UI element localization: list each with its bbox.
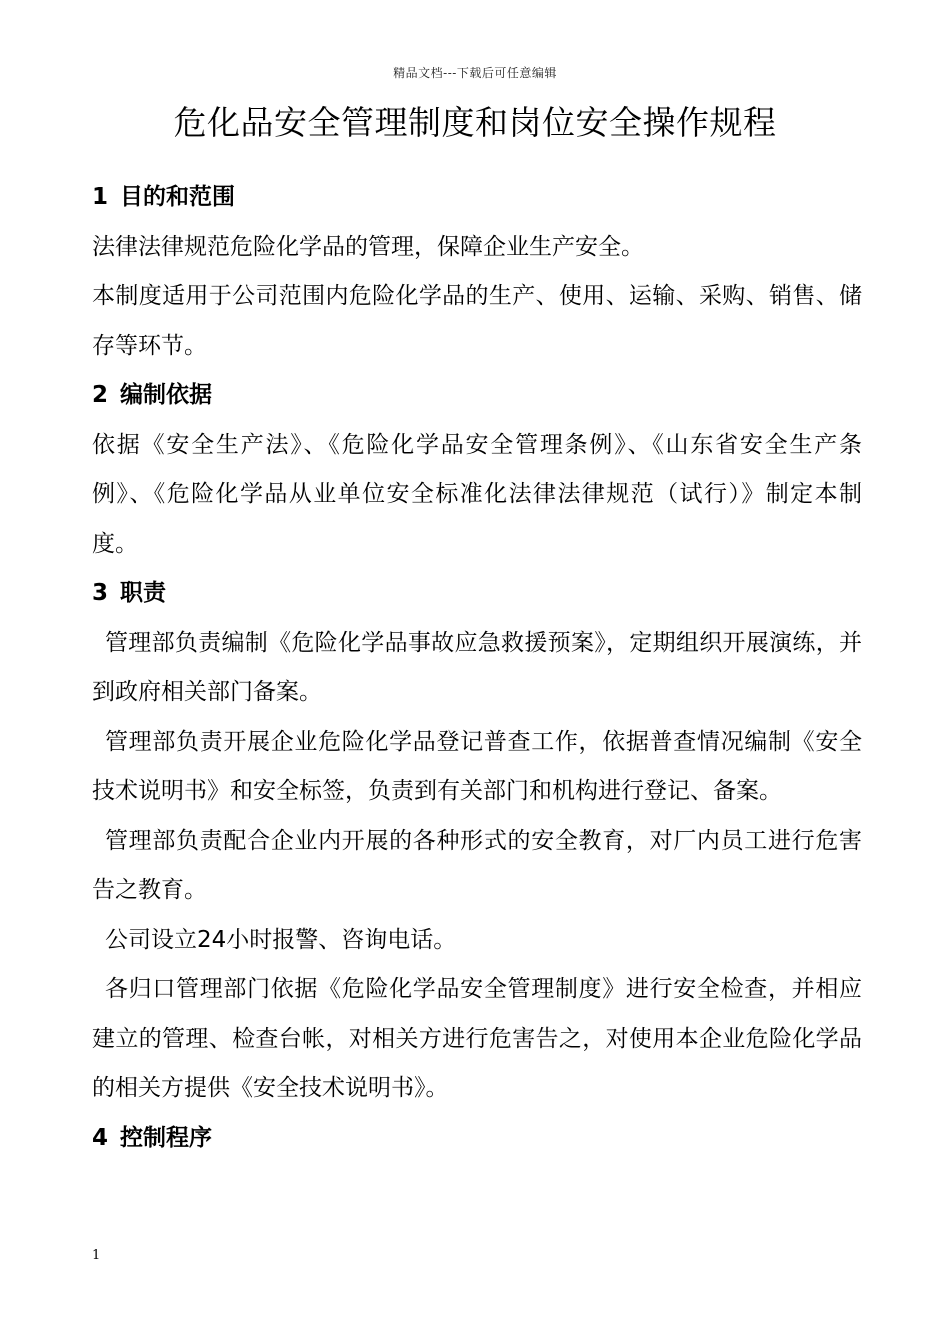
paragraph: 依据《安全生产法》、《危险化学品安全管理条例》、《山东省安全生产条例》、《危险化学品从业单位安全标准化法律法律规范（试行）》制定本制度。 [92, 431, 862, 557]
paragraph: 管理部负责编制《危险化学品事故应急救援预案》，定期组织开展演练，并到政府相关部门备案。 [92, 629, 862, 705]
section-heading [92, 1114, 862, 1164]
document-body [92, 173, 862, 1163]
section-heading [92, 371, 862, 421]
section-title: 编制依据 [120, 382, 213, 408]
section-number: 2 [92, 382, 109, 408]
header-note: 精品文档---下载后可任意编辑 [393, 66, 557, 80]
page-number: 1 [92, 1248, 101, 1263]
section-title: 目的和范围 [120, 184, 236, 210]
paragraph: 管理部负责开展企业危险化学品登记普查工作，依据普查情况编制《安全技术说明书》和安全标签，负责到有关部门和机构进行登记、备案。 [92, 728, 862, 804]
section-heading [92, 569, 862, 619]
paragraph: 管理部负责配合企业内开展的各种形式的安全教育，对厂内员工进行危害告之教育。 [92, 827, 862, 903]
section-heading [92, 173, 862, 223]
paragraph: 法律法律规范危险化学品的管理，保障企业生产安全。 [92, 233, 644, 260]
section-title: 控制程序 [120, 1124, 213, 1151]
section-number: 3 [92, 580, 109, 606]
paragraph: 公司设立24小时报警、咨询电话。 [105, 926, 457, 953]
section-title: 职责 [120, 580, 167, 606]
paragraph: 各归口管理部门依据《危险化学品安全管理制度》进行安全检查，并相应建立的管理、检查台帐，对相关方进行危害告之，对使用本企业危险化学品的相关方提供《安全技术说明书》。 [92, 976, 862, 1101]
section-number: 4 [92, 1124, 109, 1151]
paragraph: 本制度适用于公司范围内危险化学品的生产、使用、运输、采购、销售、储存等环节。 [92, 283, 862, 359]
section-number: 1 [92, 184, 109, 210]
document-title: 危化品安全管理制度和岗位安全操作规程 [173, 103, 777, 142]
